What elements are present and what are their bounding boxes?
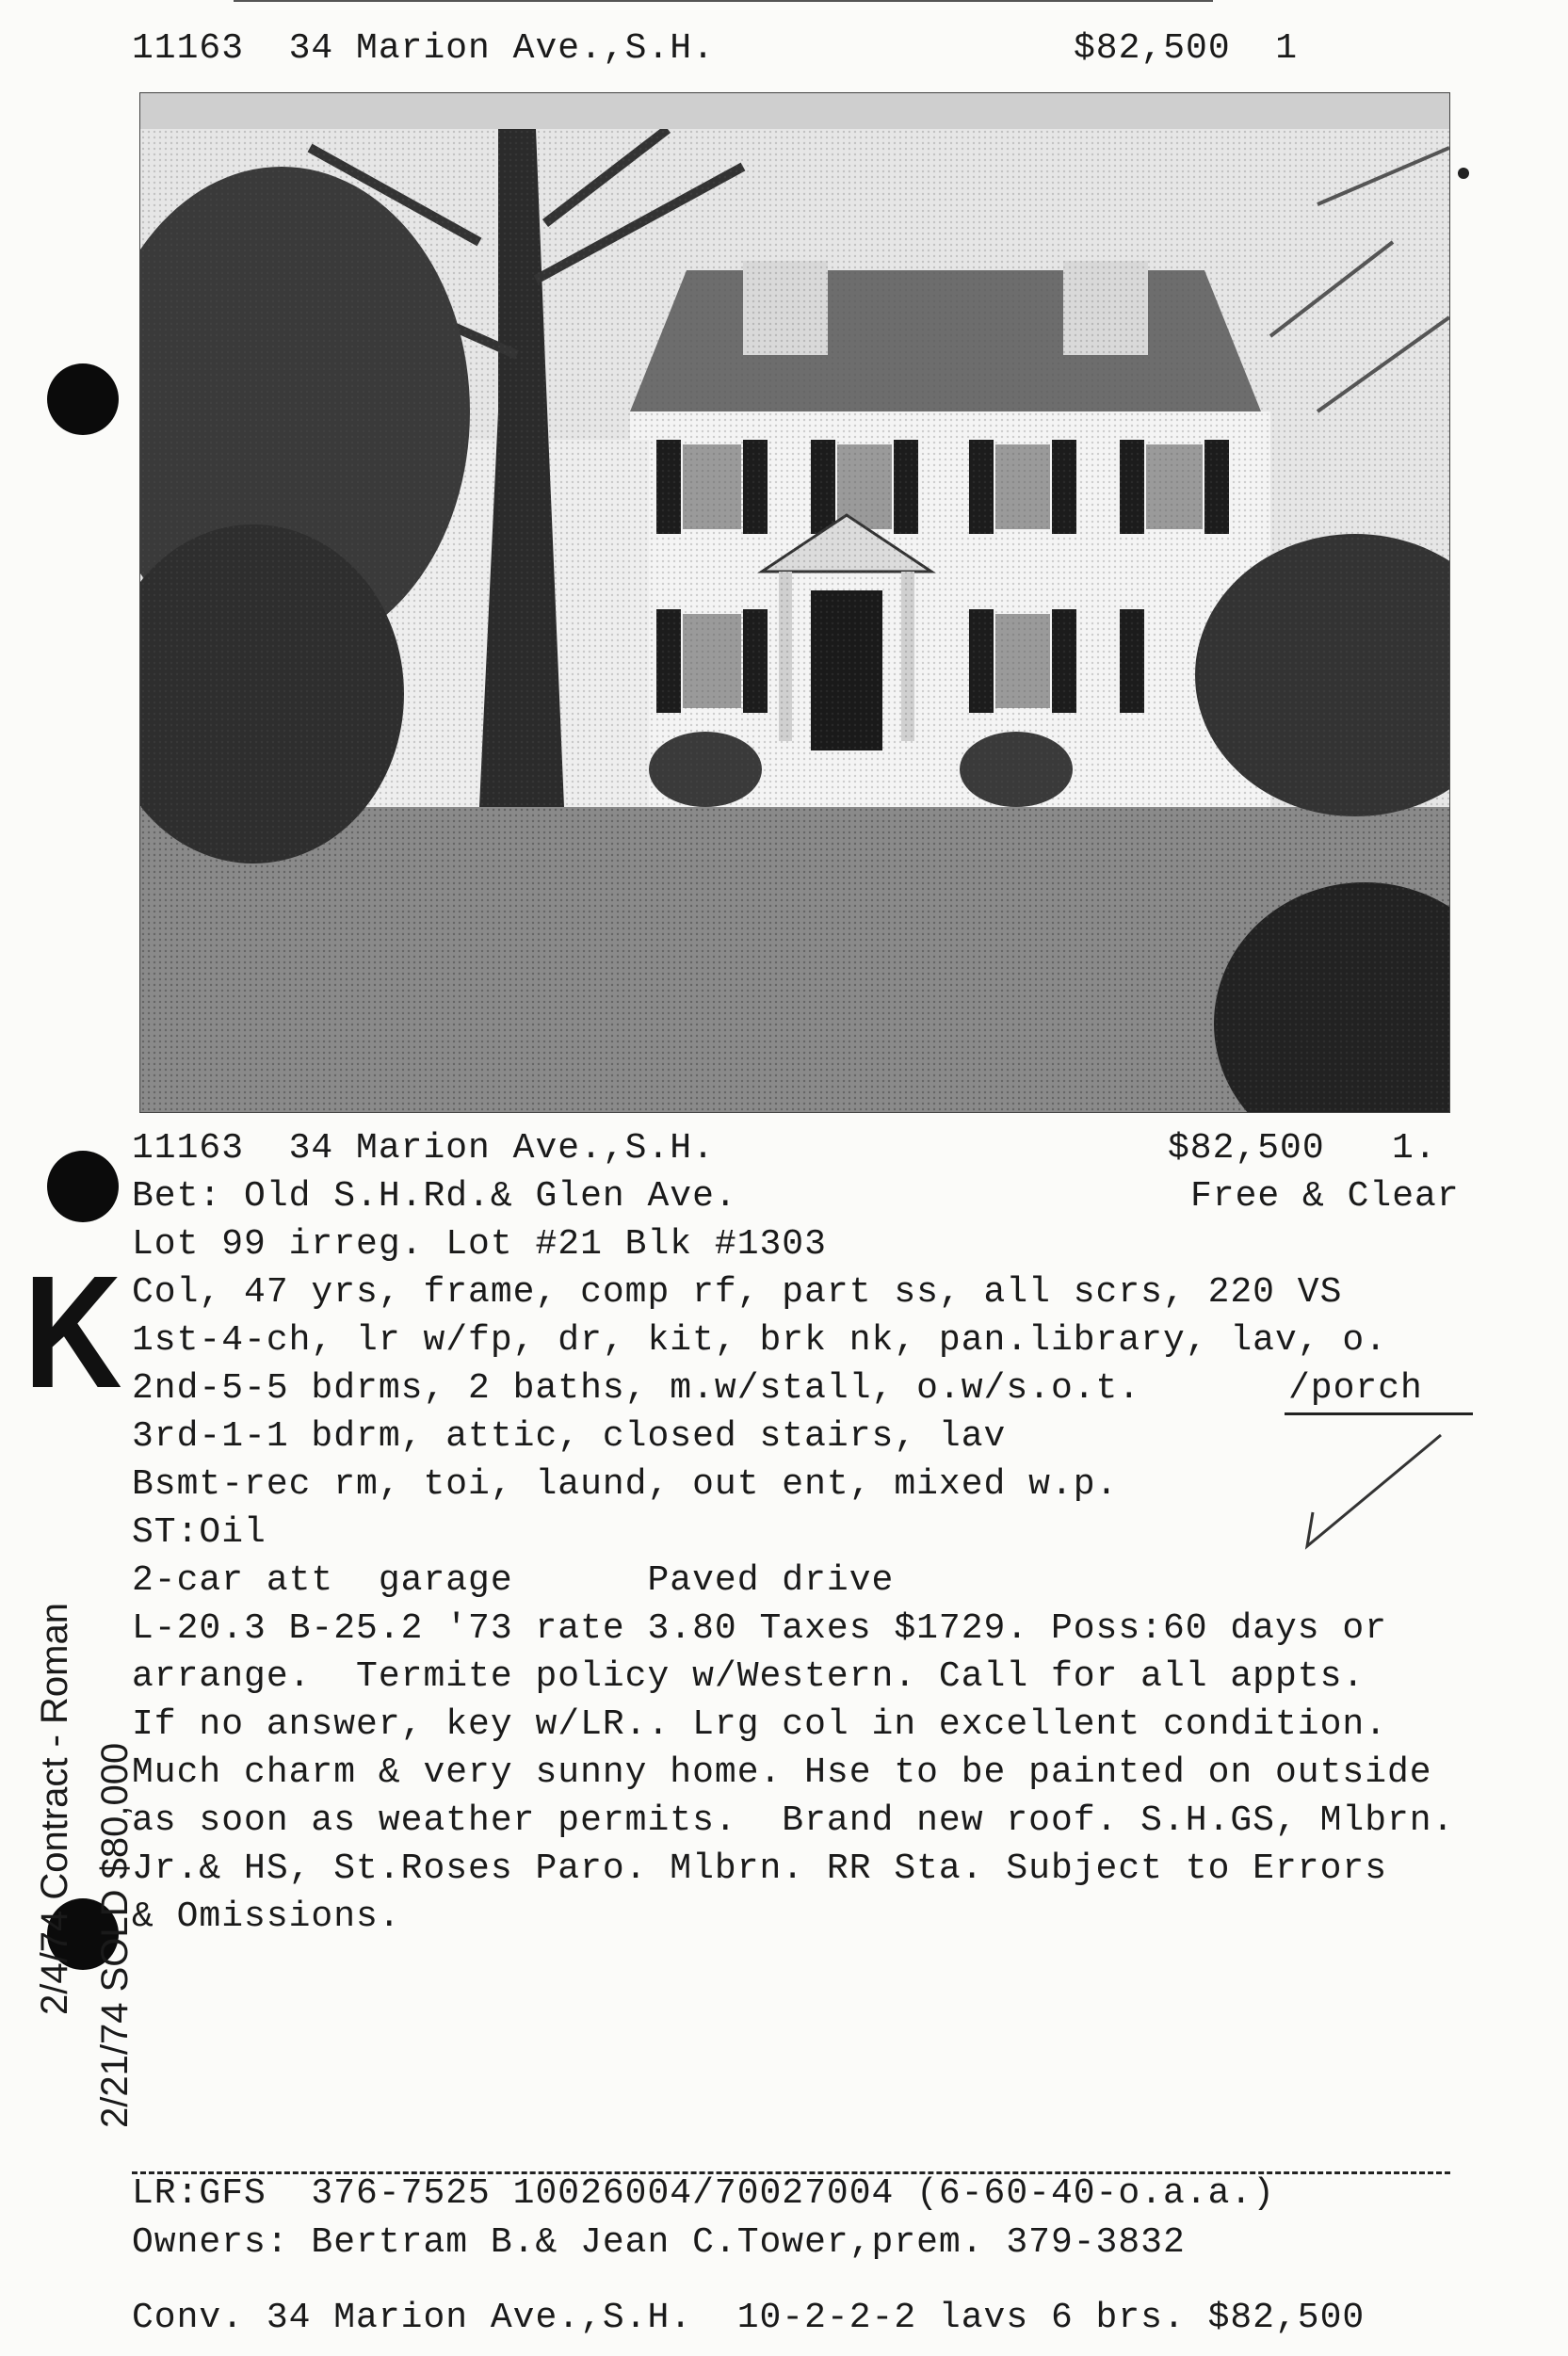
binder-hole-top (47, 363, 119, 435)
listing-line-taxes: L-20.3 B-25.2 '73 rate 3.80 Taxes $1729. Poss:60 days or (132, 1608, 1388, 1649)
listing-line-remarks-6: & Omissions. (132, 1896, 401, 1937)
header-listing-id: 11163 34 Marion Ave.,S.H. (132, 28, 715, 69)
listing-line-address: 11163 34 Marion Ave.,S.H. (132, 1128, 715, 1169)
checkmark-icon (1300, 1431, 1450, 1554)
handwritten-k-mark: K (24, 1243, 122, 1422)
listing-line-heat: ST:Oil (132, 1512, 267, 1553)
owners-line: Owners: Bertram B.& Jean C.Tower,prem. 379-3832 (132, 2222, 1186, 2263)
listing-line-remarks-2: If no answer, key w/LR.. Lrg col in excellent condition. (132, 1704, 1388, 1745)
listing-line-lot: Lot 99 irreg. Lot #21 Blk #1303 (132, 1224, 827, 1265)
listing-line-remarks-5: Jr.& HS, St.Roses Paro. Mlbrn. RR Sta. Subject to Errors (132, 1848, 1388, 1889)
listing-realtor-line: LR:GFS 376-7525 10026004/70027004 (6-60-40-o.a.a.) (132, 2173, 1275, 2214)
listing-line-basement: Bsmt-rec rm, toi, laund, out ent, mixed w.p. (132, 1464, 1119, 1505)
listing-line-remarks-4: as soon as weather permits. Brand new roof. S.H.GS, Mlbrn. (132, 1800, 1455, 1841)
financing-status: Free & Clear (1190, 1176, 1460, 1217)
ink-speck (1458, 168, 1469, 179)
header-price: $82,500 1 (1074, 28, 1299, 69)
listing-line-second-floor: 2nd-5-5 bdrms, 2 baths, m.w/stall, o.w/s.o.t. (132, 1368, 1141, 1409)
conventional-summary-line: Conv. 34 Marion Ave.,S.H. 10-2-2-2 lavs 6 brs. $82,500 (132, 2298, 1366, 2338)
sold-note: 2/21/74 SOLD $80,000 (94, 1742, 136, 2128)
top-border-line (234, 0, 1213, 2)
listing-line-style: Col, 47 yrs, frame, comp rf, part ss, all scrs, 220 VS (132, 1272, 1343, 1313)
house-photo-icon (140, 129, 1449, 1113)
house-photo (139, 92, 1450, 1113)
contract-note: 2/4/74 Contract - Roman (34, 1603, 75, 2015)
listing-line-between: Bet: Old S.H.Rd.& Glen Ave. (132, 1176, 737, 1217)
listing-line-remarks-1: arrange. Termite policy w/Western. Call for all appts. (132, 1656, 1366, 1697)
listing-line-remarks-3: Much charm & very sunny home. Hse to be painted on outside (132, 1752, 1432, 1793)
listing-line-third-floor: 3rd-1-1 bdrm, attic, closed stairs, lav (132, 1416, 1007, 1457)
binder-hole-middle (47, 1151, 119, 1222)
porch-underline (1285, 1412, 1473, 1415)
listing-price: $82,500 1. (1168, 1128, 1437, 1169)
listing-line-first-floor: 1st-4-ch, lr w/fp, dr, kit, brk nk, pan.library, lav, o. (132, 1320, 1388, 1361)
listing-line-garage: 2-car att garage Paved drive (132, 1560, 895, 1601)
porch-note: /porch (1288, 1368, 1423, 1409)
